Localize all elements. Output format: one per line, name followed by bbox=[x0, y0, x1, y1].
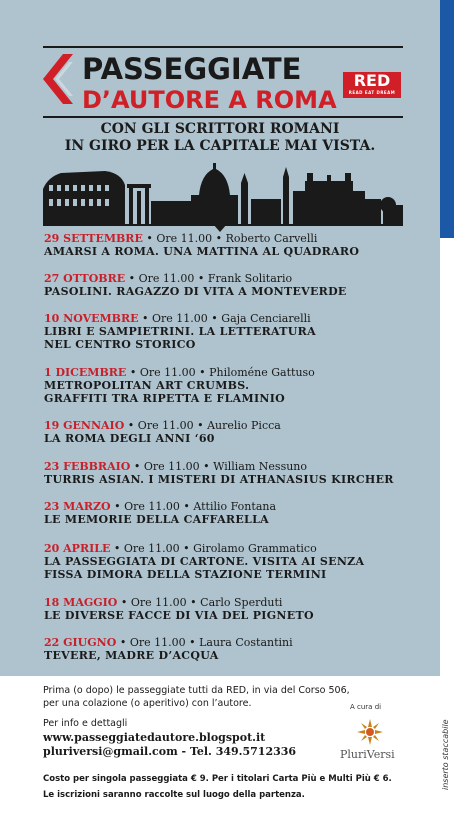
costs-line-1: Costo per singola passeggiata € 9. Per i titolari Carta Più e Multi Più € 6. bbox=[43, 774, 392, 784]
a-cura-di-label: A cura di bbox=[350, 703, 382, 711]
info-label: Per info e dettagli bbox=[43, 718, 128, 729]
event-date: 18 MAGGIO bbox=[44, 596, 118, 609]
event-item: 1 DICEMBRE • Ore 11.00 • Philoméne Gattuso METROPOLITAN ART CRUMBS. GRAFFITI TRA RIPETTA E FLAMINIO bbox=[44, 366, 434, 405]
event-title: PASOLINI. RAGAZZO DI VITA A MONTEVERDE bbox=[44, 285, 347, 298]
email-phone[interactable]: pluriversi@gmail.com - Tel. 349.5712336 bbox=[43, 745, 297, 758]
event-date: 22 GIUGNO bbox=[44, 636, 117, 649]
event-time: Ore 11.00 bbox=[123, 542, 180, 555]
event-item: 18 MAGGIO • Ore 11.00 • Carlo Sperduti LE DIVERSE FACCE DI VIA DEL PIGNETO bbox=[44, 596, 434, 622]
event-item: 23 MARZO • Ore 11.00 • Attilio Fontana LE MEMORIE DELLA CAFFARELLA bbox=[44, 500, 434, 526]
intro-line-1: Prima (o dopo) le passeggiate tutti da RED, in via del Corso 506, bbox=[43, 685, 350, 696]
event-item: 10 NOVEMBRE • Ore 11.00 • Gaja Cenciarelli LIBRI E SAMPIETRINI. LA LETTERATURA NEL CENTRO STORICO bbox=[44, 312, 434, 351]
event-date: 23 MARZO bbox=[44, 500, 111, 513]
side-blue-bar bbox=[440, 0, 454, 238]
event-title: LIBRI E SAMPIETRINI. LA LETTERATURA bbox=[44, 325, 316, 338]
event-item: 23 FEBBRAIO • Ore 11.00 • William Nessuno TURRIS ASIAN. I MISTERI DI ATHANASIUS KIRCHER bbox=[44, 460, 434, 486]
event-author: William Nessuno bbox=[213, 460, 308, 473]
red-logo-text: RED bbox=[353, 71, 391, 90]
event-title: LA PASSEGGIATA DI CARTONE. VISITA AI SENZA bbox=[44, 555, 365, 568]
event-item: 27 OTTOBRE • Ore 11.00 • Frank Solitario PASOLINI. RAGAZZO DI VITA A MONTEVERDE bbox=[44, 272, 434, 298]
event-time: Ore 11.00 bbox=[152, 312, 208, 325]
event-title: TURRIS ASIAN. I MISTERI DI ATHANASIUS KIRCHER bbox=[44, 473, 394, 486]
intro-line-2: per una colazione (o aperitivo) con l’autore. bbox=[43, 698, 252, 709]
rome-skyline-illustration bbox=[43, 155, 403, 225]
title-line-1: PASSEGGIATE bbox=[82, 52, 302, 86]
event-time: Ore 11.00 bbox=[124, 500, 180, 513]
event-time: Ore 11.00 bbox=[137, 419, 194, 432]
event-author: Girolamo Grammatico bbox=[193, 542, 317, 555]
event-title: LE MEMORIE DELLA CAFFARELLA bbox=[44, 513, 269, 526]
event-title-cont: GRAFFITI TRA RIPETTA E FLAMINIO bbox=[44, 392, 286, 405]
event-title: TEVERE, MADRE D’ACQUA bbox=[44, 649, 219, 662]
subtitle-line-1: CON GLI SCRITTORI ROMANI bbox=[100, 121, 340, 137]
event-title: METROPOLITAN ART CRUMBS. bbox=[44, 379, 250, 392]
event-date: 19 GENNAIO bbox=[44, 419, 125, 432]
event-time: Ore 11.00 bbox=[139, 366, 196, 379]
event-time: Ore 11.00 bbox=[130, 596, 187, 609]
event-time: Ore 11.00 bbox=[129, 636, 186, 649]
red-logo-tagline: READ EAT DREAM bbox=[348, 90, 396, 95]
event-date: 23 FEBBRAIO bbox=[44, 460, 131, 473]
event-title-cont: FISSA DIMORA DELLA STAZIONE TERMINI bbox=[44, 568, 327, 581]
mid-rule bbox=[43, 116, 403, 118]
event-title: LE DIVERSE FACCE DI VIA DEL PIGNETO bbox=[44, 609, 314, 622]
red-brand-logo bbox=[343, 72, 401, 98]
event-date: 29 SETTEMBRE bbox=[44, 232, 143, 245]
event-item: 22 GIUGNO • Ore 11.00 • Laura Costantini TEVERE, MADRE D’ACQUA bbox=[44, 636, 434, 662]
event-title-cont: NEL CENTRO STORICO bbox=[44, 338, 196, 351]
event-author: Philoméne Gattuso bbox=[209, 366, 315, 379]
event-item: 29 SETTEMBRE • Ore 11.00 • Roberto Carvelli AMARSI A ROMA. UNA MATTINA AL QUADRARO bbox=[44, 232, 434, 258]
event-date: 27 OTTOBRE bbox=[44, 272, 126, 285]
subtitle-line-2: IN GIRO PER LA CAPITALE MAI VISTA. bbox=[64, 138, 376, 154]
event-author: Aurelio Picca bbox=[207, 419, 281, 432]
event-time: Ore 11.00 bbox=[156, 232, 213, 245]
event-time: Ore 11.00 bbox=[143, 460, 200, 473]
event-author: Carlo Sperduti bbox=[200, 596, 283, 609]
event-author: Roberto Carvelli bbox=[225, 232, 318, 245]
title-line-2: D’AUTORE A ROMA bbox=[82, 86, 337, 114]
event-date: 1 DICEMBRE bbox=[44, 366, 127, 379]
event-date: 10 NOVEMBRE bbox=[44, 312, 139, 325]
event-time: Ore 11.00 bbox=[138, 272, 195, 285]
website-link[interactable]: www.passeggiatedautore.blogspot.it bbox=[43, 731, 266, 744]
event-author: Laura Costantini bbox=[199, 636, 293, 649]
event-author: Frank Solitario bbox=[207, 272, 293, 285]
costs-line-2: Le iscrizioni saranno raccolte sul luogo della partenza. bbox=[43, 790, 305, 800]
event-author: Attilio Fontana bbox=[193, 500, 277, 513]
pluriversi-logo-text: PluriVersi bbox=[340, 748, 395, 761]
pointer-triangle-icon bbox=[213, 224, 227, 232]
event-item: 20 APRILE • Ore 11.00 • Girolamo Grammatico LA PASSEGGIATA DI CARTONE. VISITA AI SENZA FISSA DIMORA DELLA STAZIONE TERMINI bbox=[44, 542, 434, 581]
event-item: 19 GENNAIO • Ore 11.00 • Aurelio Picca LA ROMA DEGLI ANNI ‘60 bbox=[44, 419, 434, 445]
arrow-logo-icon bbox=[43, 54, 73, 104]
pluriversi-sun-logo-icon bbox=[356, 718, 384, 746]
top-rule bbox=[43, 46, 403, 48]
event-author: Gaja Cenciarelli bbox=[221, 312, 311, 325]
event-title: LA ROMA DEGLI ANNI ‘60 bbox=[44, 432, 215, 445]
event-title: AMARSI A ROMA. UNA MATTINA AL QUADRARO bbox=[44, 245, 360, 258]
event-date: 20 APRILE bbox=[44, 542, 111, 555]
